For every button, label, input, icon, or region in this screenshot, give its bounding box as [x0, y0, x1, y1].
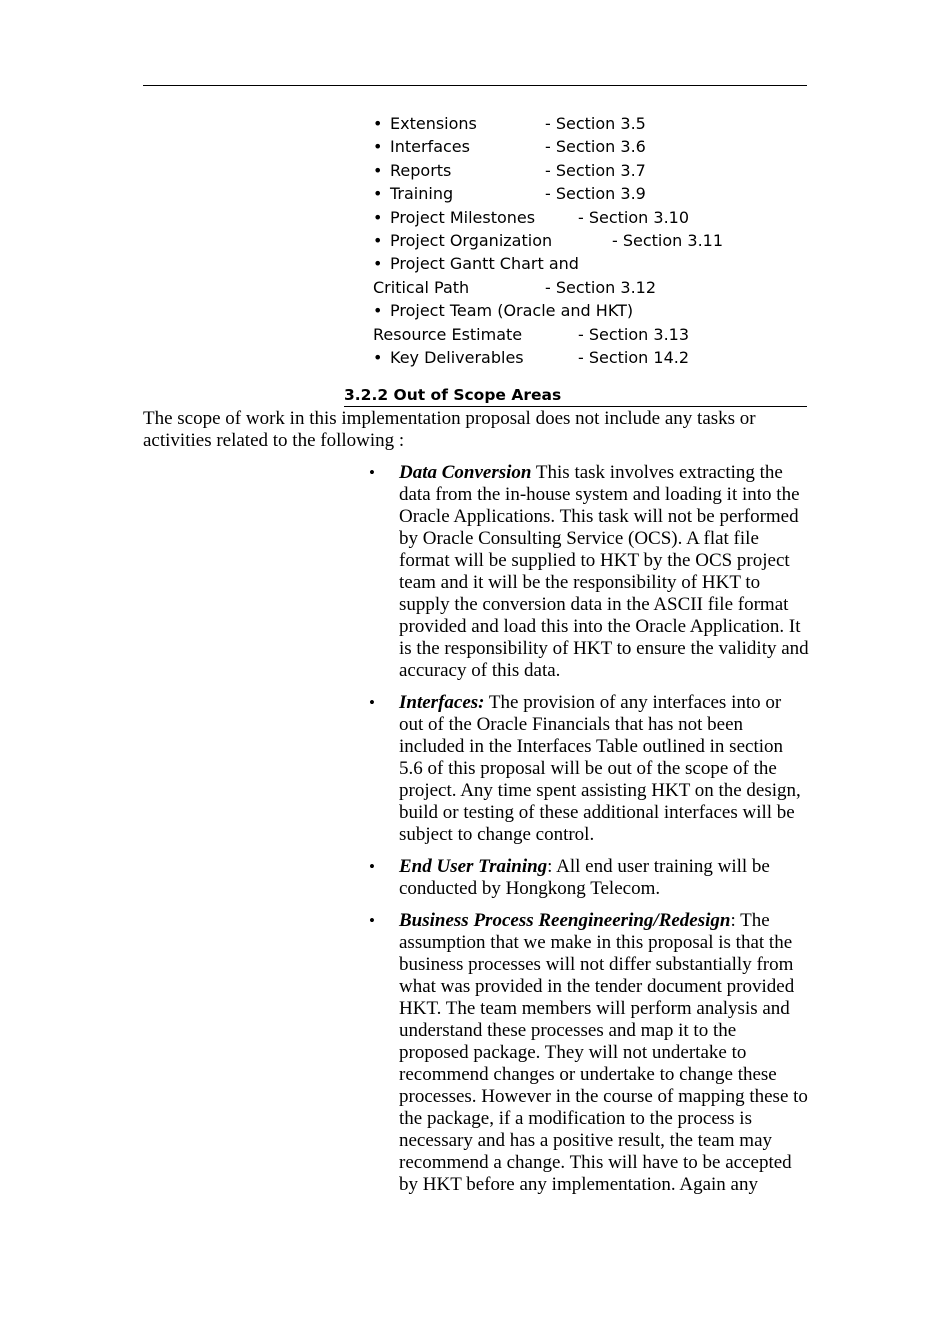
section-ref: - Section 14.2	[578, 347, 690, 367]
out-of-scope-item	[369, 910, 809, 1196]
section-ref: - Section 3.11	[612, 230, 724, 250]
section-heading: 3.2.2 Out of Scope Areas	[344, 384, 807, 407]
item-label: Key Deliverables	[390, 347, 524, 367]
item-separator: :	[730, 910, 741, 931]
bullet: •	[373, 254, 383, 274]
item-label: Training	[390, 184, 454, 204]
item-separator: :	[547, 856, 557, 877]
item-text: The provision of any interfaces into or out of the Oracle Financials that has not been included in the Interfaces Table outlined in section 5.6 of this proposal will be out of the scope of the project. Any time spent assisting HKT on the design, build or testing of these additional interfaces will be subject to change control.	[399, 692, 801, 845]
item-label: Project Team (Oracle and HKT)	[390, 301, 634, 321]
bullet: •	[373, 301, 383, 321]
section-ref: - Section 3.10	[578, 207, 690, 227]
item-label-continued: Resource Estimate	[373, 324, 523, 344]
item-term: End User Training	[399, 856, 548, 877]
section-ref: - Section 3.12	[545, 277, 657, 297]
bullet: •	[373, 137, 383, 157]
out-of-scope-item	[369, 462, 809, 682]
intro-paragraph: The scope of work in this implementation proposal does not include any tasks or activities related to the following :	[143, 408, 756, 451]
item-text: This task involves extracting the data from the in-house system and loading it into the Oracle Applications. This task will not be performed by Oracle Consulting Service (OCS). A flat file format will be supplied to HKT by the OCS project team and it will be the responsibility of HKT to supply the conversion data in the ASCII file format provided and load this into the Oracle Application. It is the responsibility of HKT to ensure the validity and accuracy of this data.	[399, 462, 809, 681]
bullet: •	[373, 207, 383, 227]
item-label-continued: Critical Path	[373, 277, 470, 297]
out-of-scope-list	[369, 462, 809, 1206]
header-rule	[143, 85, 807, 86]
item-text: The assumption that we make in this proposal is that the business processes will not differ substantially from what was provided in the tender document provided HKT. The team members will perform analysis and understand these processes and map it to the proposed package. They will not undertake to recommend changes or undertake to change these processes. However in the course of mapping these to the package, if a modification to the process is necessary and has a positive result, the team may recommend a change. This will have to be accepted by HKT before any implementation. Again any	[399, 910, 808, 1195]
bullet: •	[369, 693, 375, 712]
bullet: •	[373, 230, 383, 250]
section-ref: - Section 3.6	[545, 137, 646, 157]
section-ref: - Section 3.7	[545, 160, 646, 180]
item-label: Project Milestones	[390, 207, 536, 227]
bullet: •	[373, 184, 383, 204]
item-label: Project Gantt Chart and	[390, 254, 579, 274]
section-ref: - Section 3.5	[545, 114, 646, 133]
item-term: Business Process Reengineering/Redesign	[399, 910, 731, 931]
bullet: •	[369, 911, 375, 930]
item-text: All end user training will be conducted by Hongkong Telecom.	[399, 856, 770, 899]
item-label: Extensions	[390, 114, 477, 133]
bullet: •	[373, 160, 383, 180]
section-ref: - Section 3.13	[578, 324, 690, 344]
item-term: Data Conversion	[399, 462, 532, 483]
bullet: •	[373, 114, 383, 133]
section-ref: - Section 3.9	[545, 184, 646, 204]
item-term: Interfaces:	[399, 692, 485, 713]
item-label: Reports	[390, 160, 452, 180]
bullet: •	[369, 463, 375, 482]
bullet: •	[369, 857, 375, 876]
item-label: Project Organization	[390, 230, 553, 250]
bullet: •	[373, 347, 383, 367]
item-label: Interfaces	[390, 137, 470, 157]
out-of-scope-item	[369, 692, 809, 846]
out-of-scope-item	[369, 856, 809, 900]
